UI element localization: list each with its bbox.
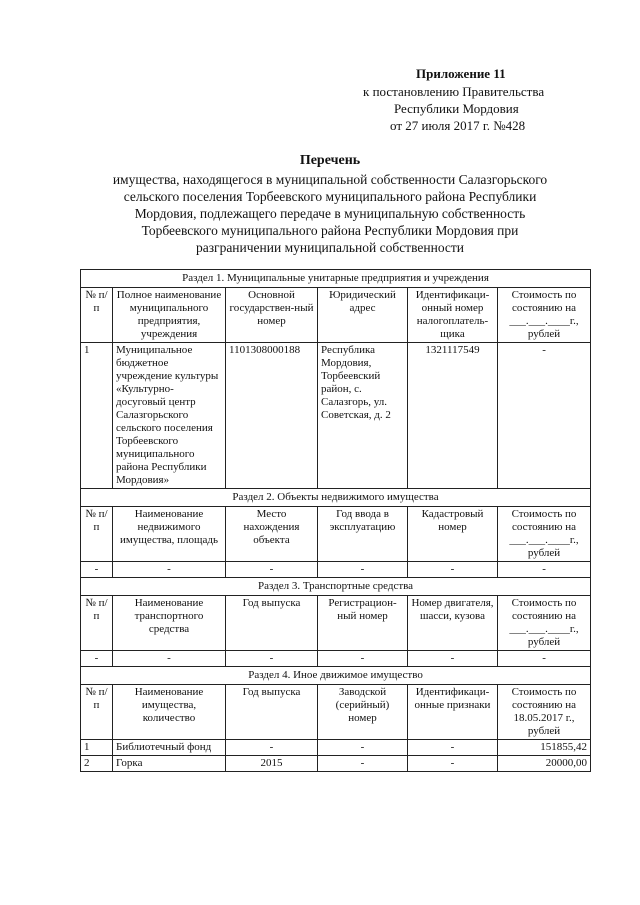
column-header: № п/п — [81, 507, 113, 562]
table-row — [81, 756, 591, 772]
section-title: Раздел 1. Муниципальные унитарные предприятия и учреждения — [81, 270, 591, 288]
column-header: Регистрацион-ный номер — [318, 596, 408, 651]
property-table — [80, 269, 591, 772]
table-cell: 1 — [81, 740, 113, 756]
column-header: Основной государствен-ный номер — [226, 288, 318, 343]
table-cell: 151855,42 — [498, 740, 591, 756]
table-cell: - — [318, 562, 408, 578]
table-cell: 20000,00 — [498, 756, 591, 772]
column-header: Номер двигателя, шасси, кузова — [408, 596, 498, 651]
column-header: Наименование транспортного средства — [113, 596, 226, 651]
table-cell: Библиотечный фонд — [113, 740, 226, 756]
table-cell: - — [226, 740, 318, 756]
title-line: Торбеевского муниципального района Республики Мордовия при — [141, 223, 519, 238]
appendix-reference: к постановлению Правительства — [363, 84, 545, 99]
table-cell: - — [318, 740, 408, 756]
column-header: № п/п — [81, 288, 113, 343]
document-title-block — [60, 152, 600, 256]
table-row — [81, 562, 591, 578]
table-cell: - — [226, 562, 318, 578]
column-header: Заводской (серийный) номер — [318, 685, 408, 740]
table-row — [81, 740, 591, 756]
table-row — [81, 343, 591, 489]
table-cell: - — [498, 343, 591, 489]
table-row — [81, 651, 591, 667]
title-line: имущества, находящегося в муниципальной собственности Салазгорьского — [112, 172, 548, 187]
title-line: сельского поселения Торбеевского муниципального района Республики — [123, 189, 537, 204]
table-cell: 2015 — [226, 756, 318, 772]
title-line: Мордовия, подлежащего передаче в муниципальную собственность — [134, 206, 526, 221]
section-3-header-row — [81, 596, 591, 651]
section-title: Раздел 3. Транспортные средства — [81, 578, 591, 596]
section-2-header-row — [81, 507, 591, 562]
appendix-date: от 27 июля 2017 г. №428 — [390, 118, 526, 133]
table-cell: 1321117549 — [408, 343, 498, 489]
section-2-title-row — [81, 489, 591, 507]
column-header: № п/п — [81, 596, 113, 651]
table-cell: 1 — [81, 343, 113, 489]
column-header: Место нахождения объекта — [226, 507, 318, 562]
table-cell: - — [113, 562, 226, 578]
title-line: разграничении муниципальной собственности — [195, 240, 465, 255]
table-cell: - — [498, 651, 591, 667]
column-header: Стоимость по состоянию на ___.___.____г., рублей — [498, 507, 591, 562]
column-header: № п/п — [81, 685, 113, 740]
column-header: Идентификаци-онные признаки — [408, 685, 498, 740]
column-header: Юридический адрес — [318, 288, 408, 343]
section-4-header-row — [81, 685, 591, 740]
table-cell: - — [318, 651, 408, 667]
column-header: Наименование недвижимого имущества, площадь — [113, 507, 226, 562]
column-header: Год ввода в эксплуатацию — [318, 507, 408, 562]
section-title: Раздел 4. Иное движимое имущество — [81, 667, 591, 685]
section-title: Раздел 2. Объекты недвижимого имущества — [81, 489, 591, 507]
section-1-title-row — [81, 270, 591, 288]
column-header: Кадастровый номер — [408, 507, 498, 562]
column-header: Стоимость по состоянию на ___.___.____г., рублей — [498, 596, 591, 651]
table-cell: - — [408, 562, 498, 578]
column-header: Наименование имущества, количество — [113, 685, 226, 740]
document-title: Перечень — [299, 153, 361, 168]
appendix-number: Приложение 11 — [416, 66, 506, 81]
table-cell: - — [81, 562, 113, 578]
column-header: Стоимость по состоянию на ___.___.____г., рублей — [498, 288, 591, 343]
table-cell: - — [498, 562, 591, 578]
column-header: Полное наименование муниципального предприятия, учреждения — [113, 288, 226, 343]
table-cell: - — [81, 651, 113, 667]
table-cell: - — [113, 651, 226, 667]
table-cell: - — [318, 756, 408, 772]
appendix-authority: Республики Мордовия — [394, 101, 519, 116]
section-3-title-row — [81, 578, 591, 596]
column-header: Стоимость по состоянию на 18.05.2017 г., рублей — [498, 685, 591, 740]
table-cell: - — [408, 756, 498, 772]
table-cell: Муниципальное бюджетное учреждение культуры «Культурно-досуговый центр Салазгорьского сельского поселения Торбеевского муниципального района Республики Мордовия» — [113, 343, 226, 489]
column-header: Год выпуска — [226, 685, 318, 740]
section-4-title-row — [81, 667, 591, 685]
section-1-header-row — [81, 288, 591, 343]
table-cell: Горка — [113, 756, 226, 772]
table-cell: 1101308000188 — [226, 343, 318, 489]
table-cell: - — [408, 740, 498, 756]
table-cell: - — [408, 651, 498, 667]
column-header: Идентификаци-онный номер налогоплатель-щика — [408, 288, 498, 343]
column-header: Год выпуска — [226, 596, 318, 651]
table-cell: Республика Мордовия, Торбеевский район, с. Салазгорь, ул. Советская, д. 2 — [318, 343, 408, 489]
table-cell: 2 — [81, 756, 113, 772]
table-cell: - — [226, 651, 318, 667]
